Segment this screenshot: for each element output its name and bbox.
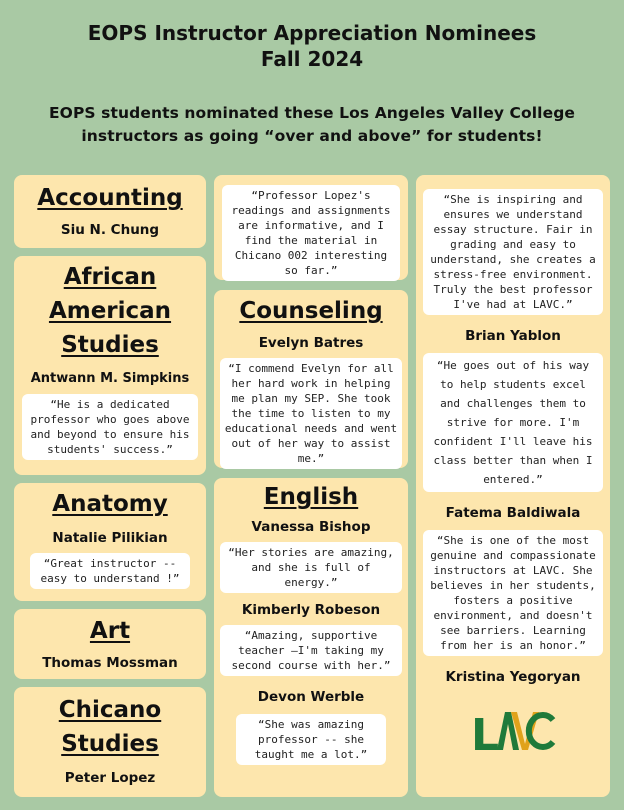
- title-line-2: Fall 2024: [260, 47, 364, 71]
- dept-accounting: Accounting: [37, 185, 183, 211]
- quote: “I commend Evelyn for all her hard work in helping me plan my SEP. She took the time to listen to my educational needs and went out of her way to assist me.”: [220, 358, 402, 469]
- instructor-name: Peter Lopez: [64, 770, 156, 786]
- card-english: [214, 478, 408, 797]
- card-chicano-studies: [14, 687, 206, 797]
- dept-line: Chicano: [58, 697, 162, 723]
- quote: “Great instructor -- easy to understand !”: [30, 553, 190, 589]
- instructor-name: Natalie Pilikian: [52, 530, 168, 546]
- subtitle-line-2: instructors as going “over and above” for students!: [81, 127, 543, 145]
- title-line-1: EOPS Instructor Appreciation Nominees: [87, 21, 537, 45]
- dept-anatomy: Anatomy: [52, 491, 168, 517]
- instructor-name: Kristina Yegoryan: [445, 669, 581, 685]
- instructor-name: Thomas Mossman: [42, 655, 178, 671]
- card-anatomy: [14, 483, 206, 601]
- instructor-name: Antwann M. Simpkins: [30, 371, 190, 386]
- instructor-name: Kimberly Robeson: [241, 602, 381, 618]
- dept-line: Studies: [61, 731, 159, 757]
- card-african-american-studies: [14, 256, 206, 475]
- quote: “Amazing, supportive teacher —I'm taking my second course with her.”: [220, 625, 402, 676]
- card-counseling: [214, 290, 408, 468]
- subtitle: [8, 102, 616, 148]
- dept-art: Art: [89, 618, 131, 644]
- quote: “She is inspiring and ensures we understand essay structure. Fair in grading and easy to understand, she creates a stress-free environment. Truly the best professor I've had at LAVC.”: [423, 189, 603, 315]
- dept-counseling: Counseling: [239, 298, 383, 324]
- instructor-name: Fatema Baldiwala: [445, 505, 581, 521]
- instructor-name: Vanessa Bishop: [251, 519, 371, 535]
- dept-english: English: [263, 484, 359, 510]
- dept-line: Studies: [61, 332, 159, 358]
- quote: “Professor Lopez's readings and assignments are informative, and I find the material in Chicano 002 interesting so far.”: [222, 185, 400, 281]
- lavc-logo: [467, 700, 557, 760]
- quote: “She was amazing professor -- she taught me a lot.”: [236, 714, 386, 765]
- instructor-name: Devon Werble: [257, 689, 365, 705]
- subtitle-line-1: EOPS students nominated these Los Angeles Valley College: [48, 104, 576, 122]
- quote: “She is one of the most genuine and compassionate instructors at LAVC. She believes in her students, fosters a positive environment, and doesn't see barriers. Learning from her is an honor.”: [423, 530, 603, 656]
- dept-line: African: [63, 264, 157, 290]
- card-accounting: [14, 175, 206, 248]
- quote: “He is a dedicated professor who goes above and beyond to ensure his students' success.”: [22, 394, 198, 460]
- card-lopez-quote: [214, 175, 408, 280]
- instructor-name: Brian Yablon: [465, 328, 561, 344]
- quote: “He goes out of his way to help students excel and challenges them to strive for more. I'm confident I'll leave his class better than when I entered.”: [423, 353, 603, 492]
- page-title: [0, 20, 624, 72]
- instructor-name: Siu N. Chung: [60, 222, 160, 238]
- logo-letter-l: L: [471, 710, 500, 760]
- instructor-name: Evelyn Batres: [258, 335, 364, 351]
- quote: “Her stories are amazing, and she is full of energy.”: [220, 542, 402, 593]
- dept-line: American: [48, 298, 172, 324]
- card-art: [14, 609, 206, 679]
